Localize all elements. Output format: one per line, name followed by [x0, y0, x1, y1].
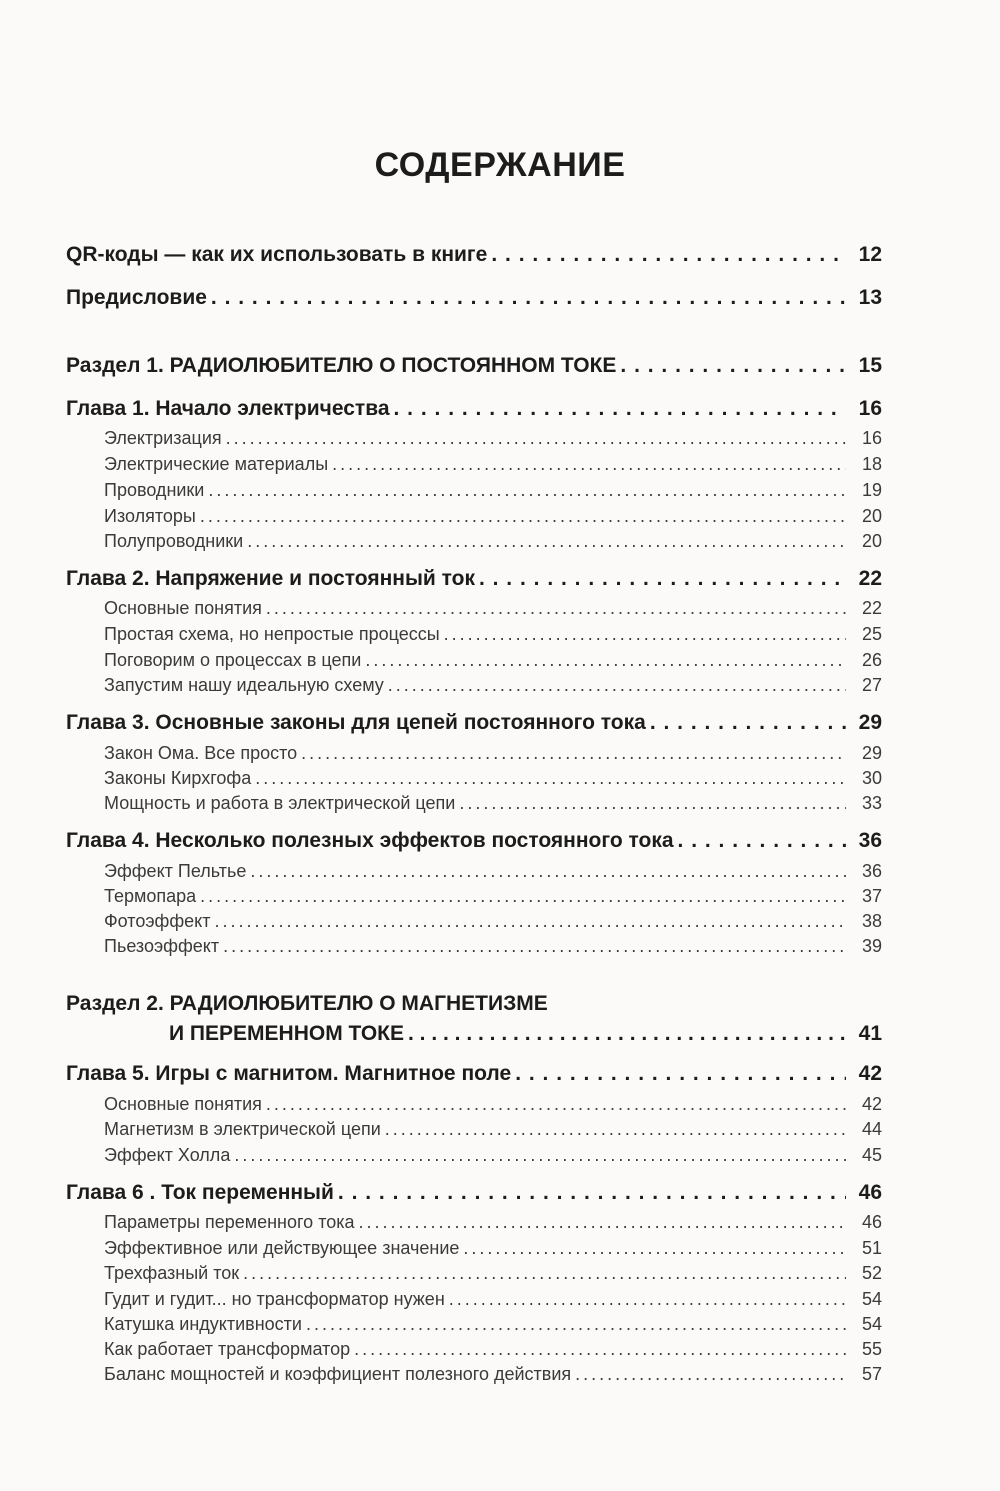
toc-entry[interactable]	[66, 286, 882, 310]
dot-leader	[444, 624, 846, 645]
toc-entry-label: Эффект Пельтье	[104, 861, 247, 881]
toc-entry-label-line1: Раздел 2. РАДИОЛЮБИТЕЛЮ О МАГНЕТИЗМЕ	[66, 992, 548, 1015]
toc-entry-label: Глава 6 . Ток переменный	[66, 1181, 334, 1204]
toc-subentry[interactable]	[104, 911, 882, 932]
toc-entry-page: 51	[861, 1238, 882, 1258]
toc-subentry[interactable]	[104, 861, 882, 882]
toc-entry-page: 19	[861, 480, 882, 500]
dot-leader	[408, 1022, 846, 1046]
dot-leader	[678, 829, 846, 853]
dot-leader	[620, 354, 846, 378]
toc-chapter[interactable]	[66, 397, 882, 421]
toc-entry-page: 30	[861, 768, 882, 788]
toc-entry[interactable]	[66, 243, 882, 267]
toc-entry-label: Законы Кирхгофа	[104, 768, 252, 788]
toc-entry-page: 27	[861, 675, 882, 695]
dot-leader	[200, 506, 846, 527]
dot-leader	[385, 1119, 846, 1140]
toc-entry-label: QR-коды — как их использовать в книге	[66, 243, 488, 266]
dot-leader	[575, 1364, 846, 1385]
dot-leader	[243, 1263, 846, 1284]
toc-entry-label: Изоляторы	[104, 506, 196, 526]
toc-entry-page: 41	[858, 1022, 882, 1045]
toc-entry-page: 55	[861, 1339, 882, 1359]
toc-entry-page: 54	[861, 1314, 882, 1334]
toc-chapter[interactable]	[66, 711, 882, 735]
toc-subentry[interactable]	[104, 428, 882, 449]
dot-leader	[491, 243, 846, 267]
toc-subentry[interactable]	[104, 480, 882, 501]
toc-entry-page: 25	[861, 624, 882, 644]
toc-entry-page: 54	[861, 1289, 882, 1309]
toc-chapter[interactable]	[66, 1181, 882, 1205]
toc-entry-page: 46	[858, 1181, 882, 1204]
toc-entry-label: Раздел 1. РАДИОЛЮБИТЕЛЮ О ПОСТОЯННОМ ТОКЕ	[66, 354, 617, 377]
toc-subentry[interactable]	[104, 1263, 882, 1284]
toc-entry-label: Поговорим о процессах в цепи	[104, 650, 362, 670]
dot-leader	[211, 286, 846, 310]
toc-entry-page: 22	[861, 598, 882, 618]
toc-entry-page: 18	[861, 454, 882, 474]
toc-entry-label: Глава 3. Основные законы для цепей постоянного тока	[66, 711, 646, 734]
dot-leader	[247, 531, 846, 552]
toc-subentry[interactable]	[104, 454, 882, 475]
toc-entry-label: Предисловие	[66, 286, 207, 309]
toc-entry-label: Как работает трансформатор	[104, 1339, 351, 1359]
toc-entry-label: Параметры переменного тока	[104, 1212, 355, 1232]
toc-entry-page: 37	[861, 886, 882, 906]
toc-entry-page: 42	[858, 1062, 882, 1085]
toc-entry-page: 52	[861, 1263, 882, 1283]
toc-entry-page: 15	[858, 354, 882, 377]
toc-subentry[interactable]	[104, 1289, 882, 1310]
toc-entry-page: 22	[858, 567, 882, 590]
toc-subentry[interactable]	[104, 1364, 882, 1385]
toc-subentry[interactable]	[104, 1145, 882, 1166]
page-title: СОДЕРЖАНИЕ	[374, 146, 626, 184]
dot-leader	[266, 598, 846, 619]
toc-subentry[interactable]	[104, 1238, 882, 1259]
toc-entry-label: Электрические материалы	[104, 454, 329, 474]
toc-subentry[interactable]	[104, 936, 882, 957]
toc-entry-label: Магнетизм в электрической цепи	[104, 1119, 381, 1139]
toc-subentry[interactable]	[104, 624, 882, 645]
toc-entry-label: Запустим нашу идеальную схему	[104, 675, 384, 695]
toc-entry-page: 39	[861, 936, 882, 956]
dot-leader	[365, 650, 846, 671]
dot-leader	[359, 1212, 846, 1233]
dot-leader	[332, 454, 846, 475]
dot-leader	[515, 1062, 846, 1086]
toc-entry-label: Основные понятия	[104, 598, 262, 618]
toc-entry-label: Глава 2. Напряжение и постоянный ток	[66, 567, 475, 590]
toc-entry-page: 26	[861, 650, 882, 670]
toc-entry-page: 33	[861, 793, 882, 813]
toc-entry-page: 16	[861, 428, 882, 448]
dot-leader	[388, 675, 846, 696]
toc-subentry[interactable]	[104, 1094, 882, 1115]
toc-chapter[interactable]	[66, 1062, 882, 1086]
dot-leader	[215, 911, 847, 932]
toc-entry-page: 45	[861, 1145, 882, 1165]
toc-entry-page: 46	[861, 1212, 882, 1232]
toc-entry-page: 36	[858, 829, 882, 852]
toc-subentry[interactable]	[104, 793, 882, 814]
toc-entry-page: 12	[858, 243, 882, 266]
toc-entry-label: Трехфазный ток	[104, 1263, 240, 1283]
dot-leader	[449, 1289, 846, 1310]
toc-subentry[interactable]	[104, 1119, 882, 1140]
toc-entry-page: 44	[861, 1119, 882, 1139]
toc-section[interactable]	[66, 992, 882, 1046]
toc-subentry[interactable]	[104, 598, 882, 619]
toc-subentry[interactable]	[104, 1314, 882, 1335]
toc-entry-label: Закон Ома. Все просто	[104, 743, 298, 763]
toc-entry-label: Катушка индуктивности	[104, 1314, 302, 1334]
dot-leader	[306, 1314, 846, 1335]
toc-entry-page: 42	[861, 1094, 882, 1114]
toc-entry-page: 20	[861, 531, 882, 551]
toc-entry-page: 20	[861, 506, 882, 526]
toc-entry-label: Полупроводники	[104, 531, 244, 551]
dot-leader	[255, 768, 846, 789]
toc-subentry[interactable]	[104, 743, 882, 764]
dot-leader	[463, 1238, 846, 1259]
toc-entry-label: Термопара	[104, 886, 197, 906]
toc-subentry[interactable]	[104, 1212, 882, 1233]
toc-entry-label: Пьезоэффект	[104, 936, 220, 956]
toc-section[interactable]	[66, 354, 882, 378]
toc-subentry[interactable]	[104, 1339, 882, 1360]
toc-entry-label: Глава 4. Несколько полезных эффектов постоянного тока	[66, 829, 674, 852]
toc-entry-page: 29	[861, 743, 882, 763]
dot-leader	[479, 567, 846, 591]
toc-entry-label: Глава 5. Игры с магнитом. Магнитное поле	[66, 1062, 512, 1085]
toc-entry-page: 38	[861, 911, 882, 931]
dot-leader	[459, 793, 846, 814]
toc-entry-label-line2: И ПЕРЕМЕННОМ ТОКЕ	[169, 1022, 404, 1045]
toc-subentry[interactable]	[104, 650, 882, 671]
toc-entry-page: 57	[861, 1364, 882, 1384]
toc-subentry[interactable]	[104, 531, 882, 552]
toc-entry-label: Эффект Холла	[104, 1145, 231, 1165]
dot-leader	[394, 397, 846, 421]
toc-entry-label: Эффективное или действующее значение	[104, 1238, 460, 1258]
toc-subentry[interactable]	[104, 675, 882, 696]
toc-chapter[interactable]	[66, 829, 882, 853]
toc-entry-label: Проводники	[104, 480, 205, 500]
toc-subentry[interactable]	[104, 886, 882, 907]
toc-chapter[interactable]	[66, 567, 882, 591]
dot-leader	[301, 743, 846, 764]
toc-entry-label: Основные понятия	[104, 1094, 262, 1114]
toc-subentry[interactable]	[104, 768, 882, 789]
dot-leader	[266, 1094, 846, 1115]
dot-leader	[208, 480, 846, 501]
toc-entry-label: Фотоэффект	[104, 911, 211, 931]
toc-entry-label: Простая схема, но непростые процессы	[104, 624, 440, 644]
dot-leader	[200, 886, 846, 907]
toc-entry-page: 13	[858, 286, 882, 309]
dot-leader	[338, 1181, 846, 1205]
toc-entry-label: Гудит и гудит... но трансформатор нужен	[104, 1289, 445, 1309]
toc-entry-page: 29	[858, 711, 882, 734]
toc-entry-page: 36	[861, 861, 882, 881]
toc-entry-page: 16	[858, 397, 882, 420]
toc-subentry[interactable]	[104, 506, 882, 527]
toc-entry-label: Глава 1. Начало электричества	[66, 397, 390, 420]
dot-leader	[226, 428, 846, 449]
dot-leader	[250, 861, 846, 882]
toc-entry-label: Баланс мощностей и коэффициент полезного действия	[104, 1364, 572, 1384]
dot-leader	[354, 1339, 846, 1360]
dot-leader	[223, 936, 846, 957]
toc-entry-line2	[66, 1022, 882, 1046]
dot-leader	[234, 1145, 846, 1166]
toc-entry-label: Мощность и работа в электрической цепи	[104, 793, 456, 813]
dot-leader	[650, 711, 846, 735]
table-of-contents	[66, 0, 882, 1491]
toc-entry-label: Электризация	[104, 428, 222, 448]
